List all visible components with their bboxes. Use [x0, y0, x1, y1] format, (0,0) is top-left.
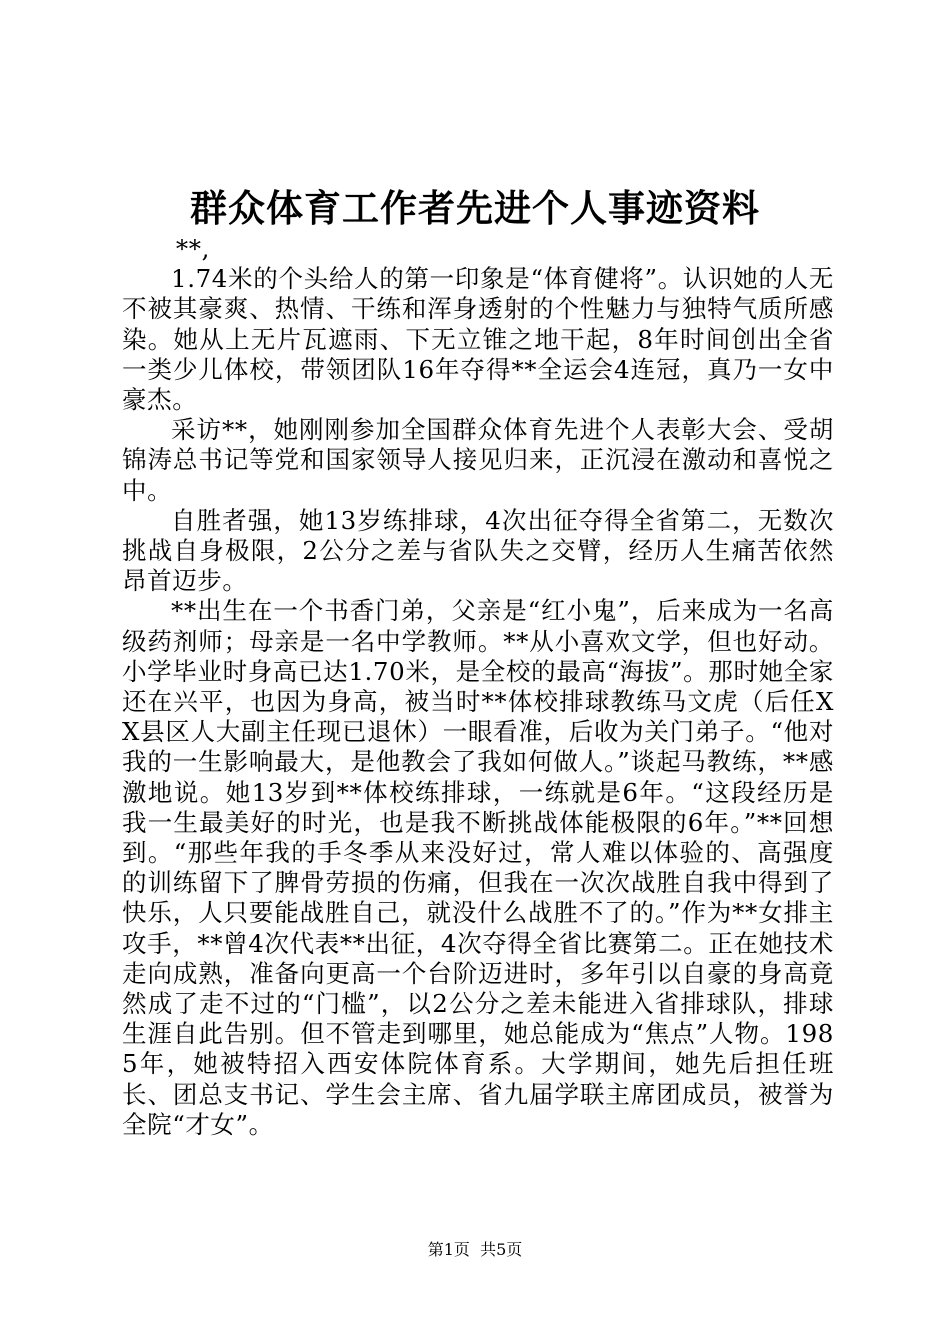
body-paragraph: 采访**，她刚刚参加全国群众体育先进个人表彰大会、受胡锦涛总书记等党和国家领导人接见归来，正沉浸在激动和喜悦之中。	[122, 415, 834, 505]
document-title: 群众体育工作者先进个人事迹资料	[190, 187, 760, 230]
body-paragraph: **出生在一个书香门弟，父亲是“红小鬼”，后来成为一名高级药剂师；母亲是一名中学教师。**从小喜欢文学，但也好动。小学毕业时身高已达1.70米，是全校的最高“海拔”。那时她全家还在兴平，也因为身高，被当时**体校排球教练马文虎（后任XX县区人大副主任现已退休）一眼看准，后收为关门弟子。“他对我的一生影响最大，是他教会了我如何做人。”谈起马教练，**感激地说。她13岁到**体校练排球，一练就是6年。“这段经历是我一生最美好的时光，也是我不断挑战体能极限的6年。”**回想到。“那些年我的手冬季从来没好过，常人难以体验的、高强度的训练留下了脾骨劳损的伤痛，但我在一次次战胜自我中得到了快乐，人只要能战胜自己，就没什么战胜不了的。”作为**女排主攻手，**曾4次代表**出征，4次夺得全省比赛第二。正在她技术走向成熟，准备向更高一个台阶迈进时，多年引以自豪的身高竟然成了走不过的“门槛”，以2公分之差未能进入省排球队，排球生涯自此告别。但不管走到哪里，她总能成为“焦点”人物。1985年，她被特招入西安体院体育系。大学期间，她先后担任班长、团总支书记、学生会主席、省九届学联主席团成员，被誉为全院“才女”。	[122, 596, 834, 1139]
document-body	[122, 234, 834, 1140]
body-paragraph: 1.74米的个头给人的第一印象是“体育健将”。认识她的人无不被其豪爽、热情、干练和浑身透射的个性魅力与独特气质所感染。她从上无片瓦遮雨、下无立锥之地干起，8年时间创出全省一类少儿体校，带领团队16年夺得**全运会4连冠，真乃一女中豪杰。	[122, 264, 834, 415]
page-number-footer: 第1页 共5页	[427, 1240, 523, 1259]
salutation-paragraph: **,	[175, 234, 210, 263]
body-paragraph: 自胜者强，她13岁练排球，4次出征夺得全省第二，无数次挑战自身极限，2公分之差与省队失之交臂，经历人生痛苦依然昂首迈步。	[122, 505, 834, 596]
